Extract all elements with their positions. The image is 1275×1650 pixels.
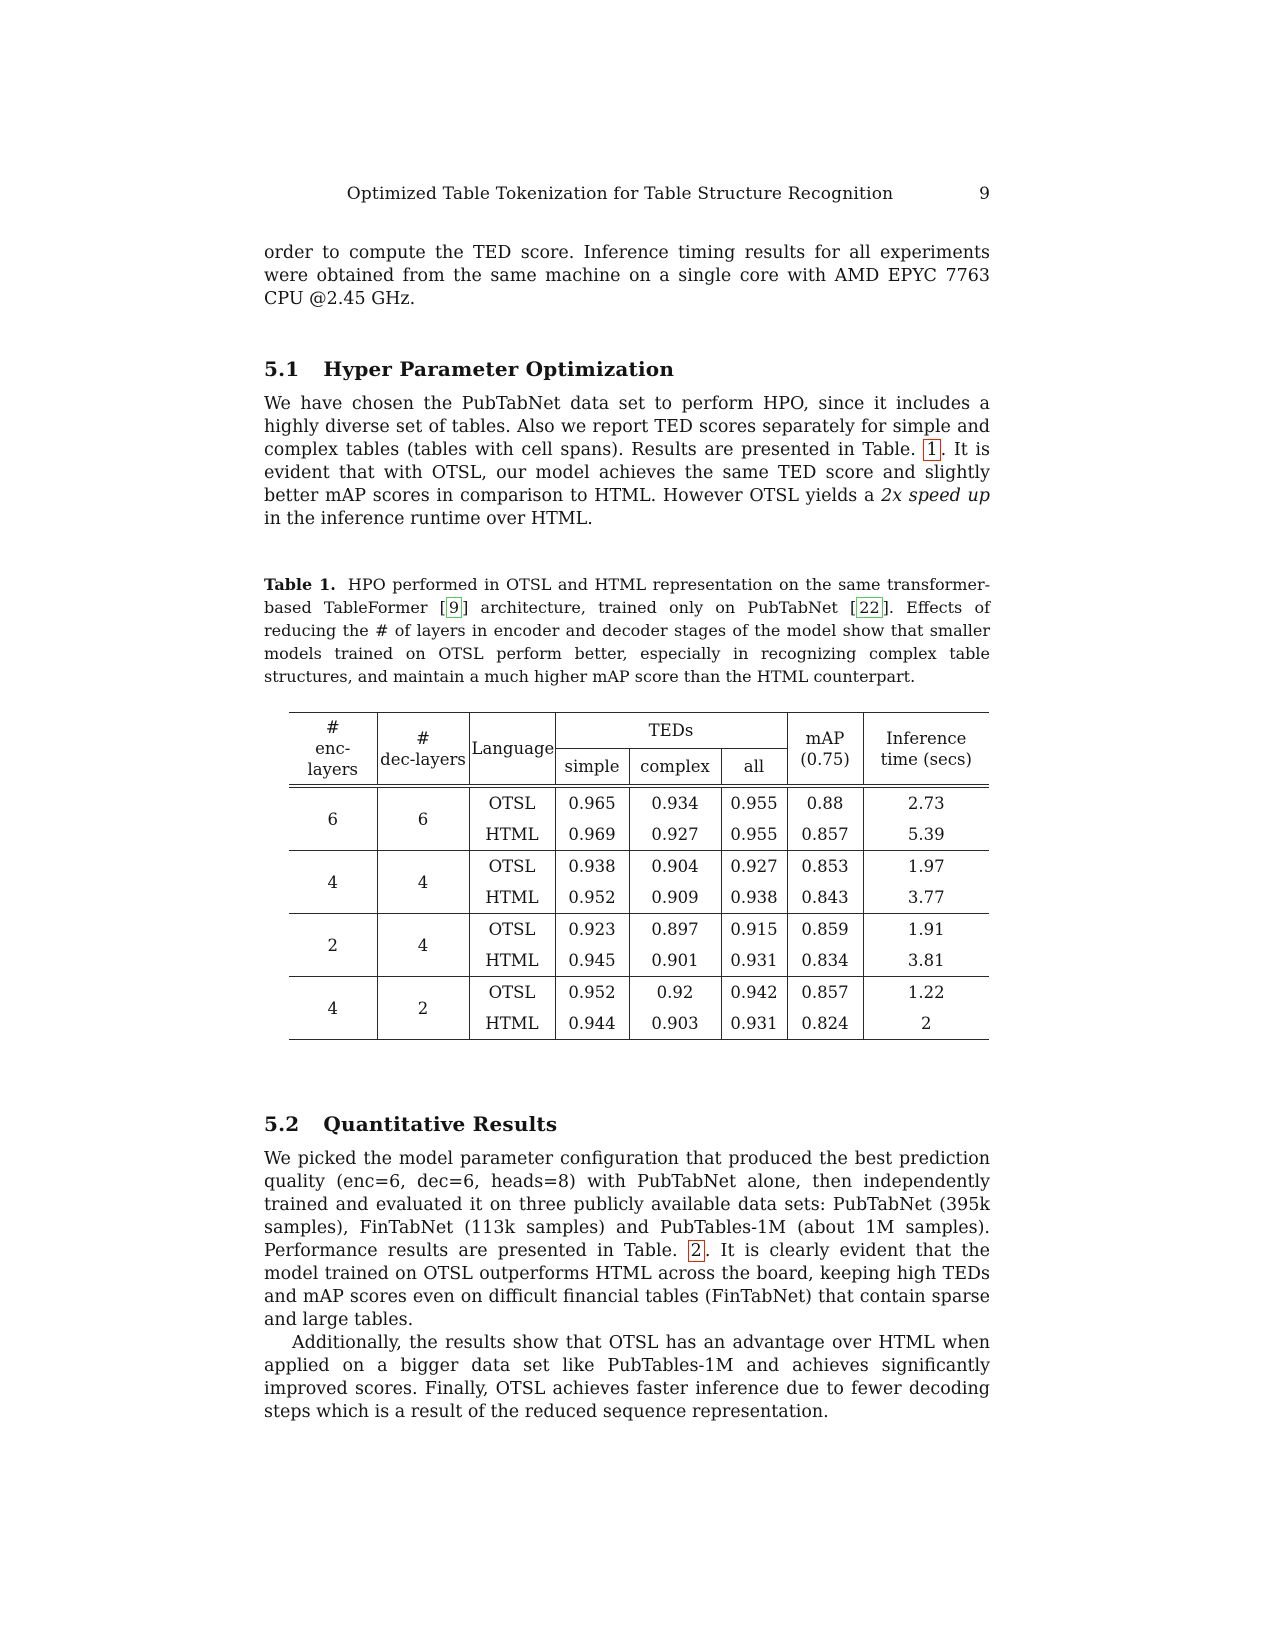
- cell-inference-time: 2: [921, 1014, 932, 1033]
- cell-inference-time: 1.91: [863, 914, 989, 946]
- cell-language: HTML: [469, 819, 555, 851]
- table-row: [289, 914, 989, 946]
- cell-enc-layers: 4: [289, 977, 377, 1040]
- cell-teds-simple: 0.952: [555, 882, 629, 914]
- intro-paragraph: order to compute the TED score. Inference timing results for all experiments were obtained from the same machine on a single core with AMD EPYC 7763 CPU @2.45 GHz.: [264, 243, 990, 309]
- cell-teds-all: 0.931: [721, 1008, 787, 1040]
- section-heading-5-1: [264, 357, 990, 381]
- cell-teds-simple: 0.923: [555, 914, 629, 946]
- header-simple: simple: [555, 748, 629, 786]
- section-number: 5.2: [264, 1112, 300, 1136]
- header-text: time (secs): [880, 749, 972, 769]
- header-language: Language: [469, 713, 555, 787]
- table-row: [289, 786, 989, 819]
- cell-inference-time: 3.77: [907, 888, 945, 907]
- paragraph-text: We picked the model parameter configuration that produced the best prediction quality (enc=6, dec=6, heads=8) with PubTabNet alone, then independently trained and evaluated it on three publicly available data sets: PubTabNet (395k samples), FinTabNet (113k samples) and PubTables-1M (about 1M samples). Performance results are presented in Table.: [264, 1149, 990, 1261]
- caption-text: HPO performed in OTSL and HTML representation on the same transformer-based TableFormer [: [264, 575, 990, 617]
- cell-teds-simple: 0.965: [555, 786, 629, 819]
- cell-inference-time: 5.39: [907, 825, 945, 844]
- page-number: 9: [979, 184, 990, 204]
- paragraph-text: . It is evident that with OTSL, our model achieves the same TED score and slightly better mAP scores in comparison to HTML. However OTSL yields a: [264, 440, 990, 506]
- cell-inference-time: 2.73: [907, 794, 945, 813]
- section-5-1-paragraph: [264, 393, 990, 531]
- caption-text: ] architecture, trained only on PubTabNet [: [462, 598, 857, 617]
- table-1-body: [289, 786, 989, 1040]
- cell-map: 0.834: [787, 945, 863, 977]
- cell-teds-all: 0.915: [721, 914, 787, 946]
- section-heading-5-2: [264, 1112, 990, 1136]
- cell-language: OTSL: [469, 786, 555, 819]
- citation-22-link[interactable]: 22: [856, 597, 882, 618]
- paragraph-text: . It is clearly evident that the model trained on OTSL outperforms HTML across the board, keeping high TEDs and mAP scores even on difficult financial tables (FinTabNet) that contain sparse and large tables.: [264, 1241, 990, 1330]
- cell-language: OTSL: [469, 977, 555, 1009]
- cell-teds-simple: 0.945: [555, 945, 629, 977]
- cell-enc-layers: 4: [289, 851, 377, 914]
- cell-teds-all: 0.927: [721, 851, 787, 883]
- section-title: Quantitative Results: [323, 1112, 558, 1136]
- header-inference-time: [863, 713, 989, 787]
- table-row: [289, 851, 989, 883]
- cell-inference-time: 1.97: [863, 851, 989, 883]
- cell-map: 0.824: [787, 1008, 863, 1040]
- section-title: Hyper Parameter Optimization: [323, 357, 675, 381]
- header-text: #: [416, 728, 430, 748]
- header-text: dec-layers: [380, 749, 466, 769]
- cell-teds-complex: 0.901: [629, 945, 721, 977]
- cell-dec-layers: 4: [377, 851, 469, 914]
- header-text: Inference: [886, 728, 967, 748]
- running-head: [264, 0, 990, 204]
- paragraph-text: We have chosen the PubTabNet data set to perform HPO, since it includes a highly diverse set of tables. Also we report TED scores separately for simple and complex tables (tables with cell spans). Results are presented in Table.: [264, 394, 990, 460]
- table-1: [289, 712, 989, 1040]
- cell-enc-layers: 6: [289, 786, 377, 851]
- cell-teds-complex: 0.897: [629, 914, 721, 946]
- cell-teds-all: 0.955: [721, 786, 787, 819]
- table-2-reference-link[interactable]: 2: [688, 1240, 705, 1262]
- section-5-2-paragraph-2: Additionally, the results show that OTSL has an advantage over HTML when applied on a bigger data set like PubTables-1M and achieves significantly improved scores. Finally, OTSL achieves faster inference due to fewer decoding steps which is a result of the reduced sequence representation.: [264, 1333, 990, 1422]
- cell-teds-simple: 0.938: [555, 851, 629, 883]
- cell-map: 0.853: [787, 851, 863, 883]
- cell-map: 0.857: [787, 977, 863, 1009]
- cell-language: OTSL: [469, 914, 555, 946]
- cell-map: 0.859: [787, 914, 863, 946]
- citation-9-link[interactable]: 9: [446, 597, 462, 618]
- cell-map: 0.843: [787, 882, 863, 914]
- header-text: (0.75): [800, 749, 850, 769]
- cell-inference-time: 3.81: [907, 951, 945, 970]
- header-text: enc-layers: [307, 739, 359, 779]
- paragraph-text: in the inference runtime over HTML.: [264, 509, 593, 529]
- cell-language: OTSL: [469, 851, 555, 883]
- cell-teds-complex: 0.92: [629, 977, 721, 1009]
- section-5-2-paragraph-1: [264, 1148, 990, 1332]
- cell-dec-layers: 4: [377, 914, 469, 977]
- cell-map: 0.88: [787, 786, 863, 819]
- cell-teds-simple: 0.969: [555, 819, 629, 851]
- header-enc-layers: [289, 713, 377, 787]
- header-teds: TEDs: [555, 713, 787, 749]
- cell-language: HTML: [469, 1008, 555, 1040]
- header-complex: complex: [629, 748, 721, 786]
- cell-teds-all: 0.931: [721, 945, 787, 977]
- text-column: [264, 0, 990, 1424]
- running-title: Optimized Table Tokenization for Table Structure Recognition: [346, 184, 894, 204]
- cell-teds-complex: 0.904: [629, 851, 721, 883]
- table-1-reference-link[interactable]: 1: [923, 439, 940, 461]
- cell-teds-complex: 0.934: [629, 786, 721, 819]
- caption-text: ]. Effects of reducing the # of layers in encoder and decoder stages of the model show that smaller models trained on OTSL perform better, especially in recognizing complex table structures, and maintain a much higher mAP score than the HTML counterpart.: [264, 598, 991, 686]
- cell-teds-simple: 0.952: [555, 977, 629, 1009]
- header-dec-layers: [377, 713, 469, 787]
- header-all: all: [721, 748, 787, 786]
- cell-language: HTML: [469, 945, 555, 977]
- cell-teds-all: 0.955: [721, 819, 787, 851]
- section-number: 5.1: [264, 357, 300, 381]
- cell-inference-time: 1.22: [863, 977, 989, 1009]
- cell-teds-complex: 0.903: [629, 1008, 721, 1040]
- cell-dec-layers: 6: [377, 786, 469, 851]
- header-text: mAP: [805, 728, 845, 748]
- cell-teds-all: 0.938: [721, 882, 787, 914]
- cell-teds-simple: 0.944: [555, 1008, 629, 1040]
- header-text: #: [325, 718, 340, 737]
- table-1-caption: [264, 573, 990, 688]
- cell-teds-complex: 0.927: [629, 819, 721, 851]
- cell-dec-layers: 2: [377, 977, 469, 1040]
- table-row: [289, 977, 989, 1009]
- emphasized-text: 2x speed up: [881, 486, 990, 506]
- cell-enc-layers: 2: [289, 914, 377, 977]
- table-1-header: [289, 713, 989, 787]
- cell-map: 0.857: [787, 819, 863, 851]
- header-map: [787, 713, 863, 787]
- cell-language: HTML: [469, 882, 555, 914]
- cell-teds-all: 0.942: [721, 977, 787, 1009]
- caption-label: Table 1.: [264, 575, 336, 594]
- table-1-wrapper: [264, 712, 990, 1040]
- cell-teds-complex: 0.909: [629, 882, 721, 914]
